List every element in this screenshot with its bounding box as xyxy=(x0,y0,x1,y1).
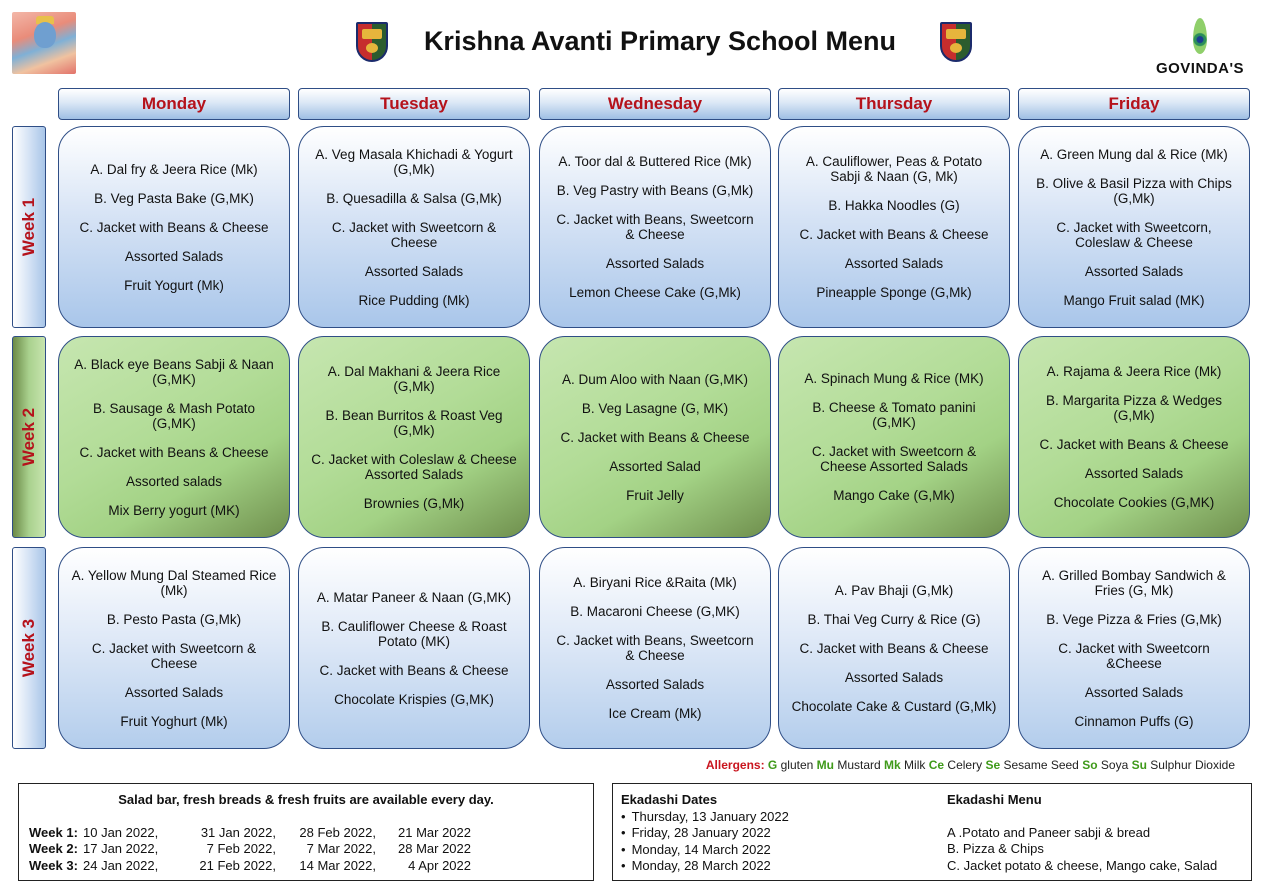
menu-item: C. Jacket with Sweetcorn & Cheese xyxy=(91,640,257,671)
menu-item: B. Pesto Pasta (G,Mk) xyxy=(106,611,242,627)
menu-item: C. Jacket with Sweetcorn & Cheese xyxy=(331,219,497,250)
menu-item: Assorted Salads xyxy=(844,256,944,271)
week-tab-2 xyxy=(12,336,46,538)
week-dates-label: Week 1: xyxy=(29,824,78,840)
allergen-name: Sulphur Dioxide xyxy=(1150,758,1235,772)
week-tab-1 xyxy=(12,126,46,328)
menu-item: B. Olive & Basil Pizza with Chips (G,Mk) xyxy=(1036,175,1232,206)
week-date: 21 Mar 2022 xyxy=(398,824,471,840)
ekadashi-menu-title: Ekadashi Menu xyxy=(947,792,1042,807)
salad-note: Salad bar, fresh breads & fresh fruits are available every day. xyxy=(118,792,494,807)
ekadashi-date: • Monday, 28 March 2022 xyxy=(621,858,941,875)
menu-item: A. Grilled Bombay Sandwich & Fries (G, Mk) xyxy=(1042,567,1226,598)
allergen-code: Se xyxy=(985,758,1001,772)
week-dates-row xyxy=(29,825,583,842)
menu-item: Fruit Yogurt (Mk) xyxy=(124,277,224,293)
day-header-tuesday: Tuesday xyxy=(298,88,530,120)
ekadashi-menu-item: A .Potato and Paneer sabji & bread xyxy=(947,824,1151,840)
menu-item: Mix Berry yogurt (MK) xyxy=(108,502,240,518)
menu-item: Chocolate Krispies (G,MK) xyxy=(334,691,494,707)
menu-item: A. Biryani Rice &Raita (Mk) xyxy=(573,575,737,590)
menu-item: C. Jacket with Sweetcorn & Cheese Assorted Salads xyxy=(811,444,977,474)
menu-item: Rice Pudding (Mk) xyxy=(358,292,470,308)
menu-item: B. Thai Veg Curry & Rice (G) xyxy=(807,611,981,627)
menu-item: A. Rajama & Jeera Rice (Mk) xyxy=(1046,364,1222,379)
menu-item: A. Black eye Beans Sabji & Naan (G,MK) xyxy=(74,356,274,387)
allergen-code: G xyxy=(767,758,778,772)
menu-item: Assorted Salads xyxy=(605,677,705,692)
menu-item: Fruit Yoghurt (Mk) xyxy=(120,713,228,729)
menu-item: B. Veg Pasta Bake (G,MK) xyxy=(94,190,254,206)
allergen-name: Sesame Seed xyxy=(1003,758,1079,772)
menu-item: A. Matar Paneer & Naan (G,MK) xyxy=(316,589,512,605)
allergens-legend xyxy=(706,758,1235,772)
menu-cell-week1-thursday xyxy=(778,126,1010,328)
menu-cell-week1-monday xyxy=(58,126,290,328)
menu-item: B. Bean Burritos & Roast Veg (G,Mk) xyxy=(325,407,503,438)
menu-item: C. Jacket with Beans & Cheese xyxy=(560,429,750,445)
week-date: 28 Feb 2022, xyxy=(299,824,376,840)
allergen-name: Mustard xyxy=(837,758,881,772)
menu-cell-week3-wednesday xyxy=(539,547,771,749)
week-label: Week 2 xyxy=(19,407,38,467)
week-date: 7 Feb 2022, xyxy=(206,841,276,856)
menu-cell-week3-tuesday xyxy=(298,547,530,749)
allergen-name: Milk xyxy=(904,758,926,772)
menu-item: B. Cauliflower Cheese & Roast Potato (MK) xyxy=(321,618,507,649)
menu-item: C. Jacket with Beans & Cheese xyxy=(799,640,989,656)
menu-item: C. Jacket with Sweetcorn, Coleslaw & Cheese xyxy=(1056,219,1212,250)
day-header-monday: Monday xyxy=(58,88,290,120)
krishna-image xyxy=(12,12,76,74)
day-header-friday: Friday xyxy=(1018,88,1250,120)
menu-item: B. Veg Pastry with Beans (G,Mk) xyxy=(556,183,754,198)
allergen-name: gluten xyxy=(780,758,814,772)
ekadashi-menu-item: B. Pizza & Chips xyxy=(947,841,1044,856)
ekadashi-menu-item: C. Jacket potato & cheese, Mango cake, Salad xyxy=(947,857,1218,873)
menu-item: C. Jacket with Beans & Cheese xyxy=(1039,437,1229,452)
week-date: 14 Mar 2022, xyxy=(299,857,376,873)
menu-item: Cinnamon Puffs (G) xyxy=(1074,713,1194,729)
menu-item: A. Veg Masala Khichadi & Yogurt (G,Mk) xyxy=(315,146,513,177)
menu-item: C. Jacket with Coleslaw & Cheese Assorted Salads xyxy=(311,451,517,482)
day-header-wednesday: Wednesday xyxy=(539,88,771,120)
menu-cell-week2-tuesday xyxy=(298,336,530,538)
menu-item: A. Yellow Mung Dal Steamed Rice (Mk) xyxy=(71,567,277,598)
menu-item: B. Veg Lasagne (G, MK) xyxy=(581,400,729,416)
menu-item: Mango Fruit salad (MK) xyxy=(1063,292,1205,308)
salad-box xyxy=(18,783,594,881)
figure-shape xyxy=(34,22,56,48)
ekadashi-dates-title: Ekadashi Dates xyxy=(621,792,718,807)
menu-item: Brownies (G,Mk) xyxy=(363,495,465,511)
menu-item: C. Jacket with Beans & Cheese xyxy=(79,219,269,235)
menu-item: A. Dal fry & Jeera Rice (Mk) xyxy=(90,161,258,177)
menu-item: A. Dal Makhani & Jeera Rice (G,Mk) xyxy=(327,363,501,394)
menu-item: Assorted Salad xyxy=(609,458,701,474)
menu-cell-week2-monday xyxy=(58,336,290,538)
menu-item: A. Dum Aloo with Naan (G,MK) xyxy=(561,371,749,387)
week-dates-row xyxy=(29,841,583,858)
week-date: 10 Jan 2022, xyxy=(83,824,159,840)
menu-item: Lemon Cheese Cake (G,Mk) xyxy=(569,285,741,300)
allergen-code: Su xyxy=(1131,758,1147,772)
menu-item: Assorted Salads xyxy=(1084,466,1184,481)
week-dates-label: Week 2: xyxy=(29,841,78,856)
menu-cell-week1-friday xyxy=(1018,126,1250,328)
menu-item: B. Macaroni Cheese (G,MK) xyxy=(570,604,740,619)
menu-item: B. Sausage & Mash Potato (G,MK) xyxy=(92,400,256,431)
ekadashi-date: • Thursday, 13 January 2022 xyxy=(621,809,941,826)
allergens-title: Allergens: xyxy=(705,758,765,772)
ekadashi-date: • Monday, 14 March 2022 xyxy=(621,842,941,859)
menu-item: B. Cheese & Tomato panini (G,MK) xyxy=(812,400,976,430)
allergen-code: Ce xyxy=(928,758,945,772)
week-date: 28 Mar 2022 xyxy=(398,841,471,856)
ekadashi-menu-list xyxy=(947,825,1247,875)
allergen-code: Mu xyxy=(816,758,834,772)
school-crest-icon xyxy=(940,22,972,62)
allergen-name: Celery xyxy=(947,758,983,772)
menu-item: A. Cauliflower, Peas & Potato Sabji & Naan (G, Mk) xyxy=(805,154,983,184)
menu-item: B. Hakka Noodles (G) xyxy=(828,198,960,213)
menu-item: C. Jacket with Beans & Cheese xyxy=(319,662,509,678)
menu-item: A. Pav Bhaji (G,Mk) xyxy=(834,582,954,598)
menu-item: A. Toor dal & Buttered Rice (Mk) xyxy=(558,154,752,169)
menu-item: A. Green Mung dal & Rice (Mk) xyxy=(1040,146,1228,162)
menu-item: C. Jacket with Beans & Cheese xyxy=(799,227,989,242)
menu-cell-week1-wednesday xyxy=(539,126,771,328)
ekadashi-date: • Friday, 28 January 2022 xyxy=(621,825,941,842)
menu-item: Assorted Salads xyxy=(844,669,944,685)
week-date: 17 Jan 2022, xyxy=(83,841,159,856)
peacock-feather-icon xyxy=(1193,18,1207,54)
week-dates-row xyxy=(29,858,583,875)
menu-item: Chocolate Cake & Custard (G,Mk) xyxy=(791,698,997,714)
menu-item: C. Jacket with Sweetcorn &Cheese xyxy=(1058,640,1210,671)
menu-item: C. Jacket with Beans, Sweetcorn & Cheese xyxy=(556,633,754,663)
allergen-code: Mk xyxy=(884,758,901,772)
week-date: 4 Apr 2022 xyxy=(408,857,471,873)
menu-item: Assorted salads xyxy=(125,473,223,489)
menu-item: Assorted Salads xyxy=(1084,263,1184,279)
menu-item: C. Jacket with Beans & Cheese xyxy=(79,444,269,460)
allergen-name: Soya xyxy=(1100,758,1129,772)
week-date: 21 Feb 2022, xyxy=(199,857,276,873)
week-dates-label: Week 3: xyxy=(29,857,78,873)
menu-item: A. Spinach Mung & Rice (MK) xyxy=(804,371,984,386)
page-title: Krishna Avanti Primary School Menu xyxy=(423,26,897,56)
week-date: 24 Jan 2022, xyxy=(83,857,159,873)
day-header-thursday: Thursday xyxy=(778,88,1010,120)
week-tab-3 xyxy=(12,547,46,749)
menu-cell-week2-thursday xyxy=(778,336,1010,538)
menu-cell-week3-friday xyxy=(1018,547,1250,749)
menu-item: B. Margarita Pizza & Wedges (G,Mk) xyxy=(1045,393,1223,423)
menu-item: Assorted Salads xyxy=(364,263,464,279)
menu-cell-week2-wednesday xyxy=(539,336,771,538)
menu-item: Assorted Salads xyxy=(124,248,224,264)
menu-item: B. Vege Pizza & Fries (G,Mk) xyxy=(1046,611,1222,627)
menu-cell-week2-friday xyxy=(1018,336,1250,538)
week-date: 31 Jan 2022, xyxy=(200,824,276,840)
menu-item: Pineapple Sponge (G,Mk) xyxy=(816,285,972,300)
govindas-label: GOVINDA'S xyxy=(1155,60,1245,77)
govindas-logo xyxy=(1146,18,1254,77)
week-label: Week 1 xyxy=(19,197,38,257)
allergen-code: So xyxy=(1082,758,1098,772)
week-label: Week 3 xyxy=(19,618,38,678)
menu-item: Ice Cream (Mk) xyxy=(608,706,702,721)
menu-item: Fruit Jelly xyxy=(626,487,684,503)
menu-item: C. Jacket with Beans, Sweetcorn & Cheese xyxy=(556,212,754,242)
ekadashi-dates-list xyxy=(621,809,941,875)
menu-cell-week3-monday xyxy=(58,547,290,749)
menu-item: Assorted Salads xyxy=(605,256,705,271)
menu-item: Assorted Salads xyxy=(1084,684,1184,700)
menu-cell-week1-tuesday xyxy=(298,126,530,328)
ekadashi-box xyxy=(612,783,1252,881)
menu-cell-week3-thursday xyxy=(778,547,1010,749)
week-date: 7 Mar 2022, xyxy=(306,841,376,856)
menu-item: Assorted Salads xyxy=(124,684,224,700)
menu-item: B. Quesadilla & Salsa (G,Mk) xyxy=(326,190,502,206)
menu-item: Chocolate Cookies (G,MK) xyxy=(1053,495,1215,510)
menu-item: Mango Cake (G,Mk) xyxy=(833,488,955,503)
